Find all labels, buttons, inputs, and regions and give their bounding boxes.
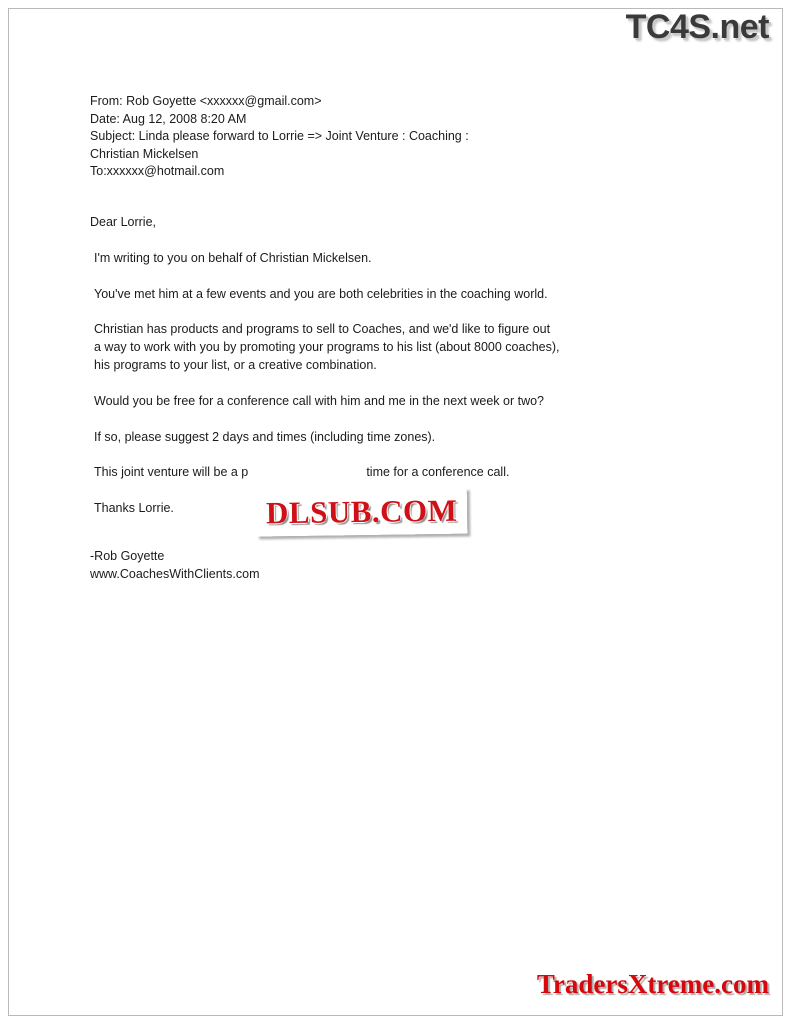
- email-date: Date: Aug 12, 2008 8:20 AM: [90, 111, 247, 126]
- email-signature: [90, 548, 560, 584]
- email-subject-line-1: Subject: Linda please forward to Lorrie => Joint Venture : Coaching :: [90, 129, 469, 143]
- email-salutation: Dear Lorrie,: [90, 215, 156, 229]
- signature-name: -Rob Goyette: [90, 548, 165, 563]
- email-paragraph: Would you be free for a conference call with him and me in the next week or two?: [94, 393, 545, 408]
- email-paragraph: I'm writing to you on behalf of Christian Mickelsen.: [94, 250, 372, 265]
- email-paragraph: You've met him at a few events and you are both celebrities in the coaching world.: [94, 286, 548, 301]
- email-paragraph: If so, please suggest 2 days and times (including time zones).: [94, 429, 436, 444]
- watermark-top-right: TC4S.net: [625, 8, 769, 46]
- email-header: [90, 93, 650, 181]
- email-from: From: Rob Goyette <xxxxxx@gmail.com>: [90, 94, 322, 108]
- watermark-center: DLSUB.COM: [256, 488, 468, 537]
- email-paragraph: Christian has products and programs to sell to Coaches, and we'd like to figure out a way to work with you by promoting your programs to his list (about 8000 coaches), his programs to your list, or a creative combination.: [94, 322, 563, 372]
- signature-website: www.CoachesWithClients.com: [90, 566, 260, 581]
- watermark-bottom-right: TradersXtreme.com: [536, 969, 769, 999]
- email-paragraph: This joint venture will be a p time for a conference call.: [94, 465, 510, 480]
- email-subject-line-2: Christian Mickelsen: [90, 146, 199, 161]
- email-paragraph: Thanks Lorrie.: [94, 501, 174, 516]
- email-to: To:xxxxxx@hotmail.com: [90, 164, 225, 178]
